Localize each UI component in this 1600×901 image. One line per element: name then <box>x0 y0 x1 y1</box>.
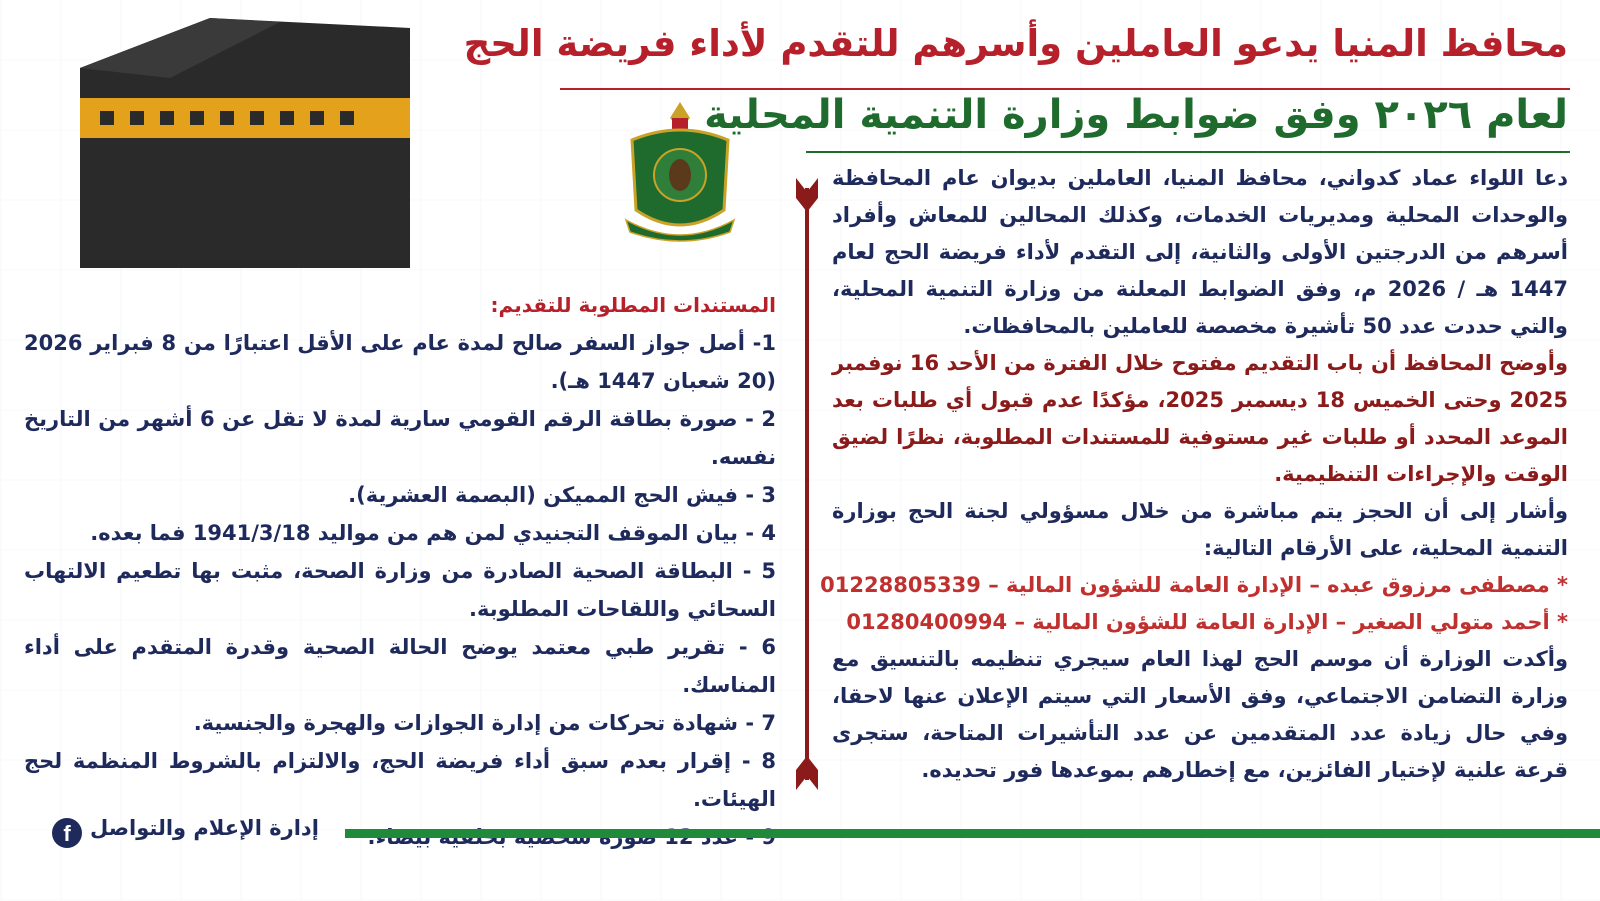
headline-secondary: لعام ٢٠٢٦ وفق ضوابط وزارة التنمية المحلية <box>704 92 1568 138</box>
document-item: 7 - شهادة تحركات من إدارة الجوازات والهجرة والجنسية. <box>193 711 776 735</box>
documents-heading: المستندات المطلوبة للتقديم: <box>490 293 776 317</box>
documents-section <box>24 286 776 856</box>
article-paragraph-lottery: وأكدت الوزارة أن موسم الحج لهذا العام سيجري تنظيمه بالتنسيق مع وزارة التضامن الاجتماعي، وفق الأسعار التي سيتم الإعلان عنها لاحقا، وفي حال زيادة عدد المتقدمين عن عدد التأشيرات المتاحة، ستجرى قرعة علنية لإختيار الفائزين، مع إخطارهم بموعدها فور تحديده. <box>832 647 1568 782</box>
headline-primary: محافظ المنيا يدعو العاملين وأسرهم للتقدم لأداء فريضة الحج <box>463 22 1568 65</box>
contact-line: * أحمد متولي الصغير – الإدارة العامة للشؤون المالية – 01280400994 <box>846 610 1568 634</box>
footer-rule <box>345 829 1600 838</box>
nefertiti-icon <box>669 159 691 191</box>
column-divider <box>796 178 818 790</box>
article-body <box>820 160 1569 789</box>
article-paragraph-deadline: وأوضح المحافظ أن باب التقديم مفتوح خلال الفترة من الأحد 16 نوفمبر 2025 وحتى الخميس 18 ديسمبر 2025، مؤكدًا عدم قبول أي طلبات بعد الموعد المحدد أو طلبات غير مستوفية للمستندات المطلوبة، نظرًا لضيق الوقت والإجراءات التنظيمية. <box>832 351 1569 486</box>
document-item: 6 - تقرير طبي معتمد يوضح الحالة الصحية وقدرة المتقدم على أداء المناسك. <box>24 635 776 697</box>
contact-line: * مصطفى مرزوق عبده – الإدارة العامة للشؤون المالية – 01228805339 <box>820 573 1568 597</box>
article-paragraph: دعا اللواء عماد كدواني، محافظ المنيا، العاملين بديوان عام المحافظة والوحدات المحلية ومديريات الخدمات، وكذلك المحالين للمعاش وأفراد أسرهم من الدرجتين الأولى والثانية، إلى التقدم لأداء فريضة الحج لعام 1447 هـ / 2026 م، وفق الضوابط المعلنة من وزارة التنمية المحلية، والتي حددت عدد 50 تأشيرة مخصصة للعاملين بالمحافظات. <box>832 166 1569 338</box>
governorate-emblem <box>620 100 740 250</box>
headline-secondary-divider <box>806 151 1570 153</box>
kaaba-illustration <box>80 18 520 278</box>
document-item: 8 - إقرار بعدم سبق أداء فريضة الحج، والالتزام بالشروط المنظمة لحج الهيئات. <box>24 749 776 811</box>
document-item: 5 - البطاقة الصحية الصادرة من وزارة الصحة، مثبت بها تطعيم الالتهاب السحائي واللقاحات المطلوبة. <box>24 559 776 621</box>
kaaba-band-pattern <box>100 111 354 125</box>
facebook-icon[interactable]: f <box>52 818 82 848</box>
footer-label: إدارة الإعلام والتواصل <box>90 816 319 840</box>
article-paragraph-booking: وأشار إلى أن الحجز يتم مباشرة من خلال مسؤولي لجنة الحج بوزارة التنمية المحلية، على الأرقام التالية: <box>832 499 1568 560</box>
document-item: 4 - بيان الموقف التجنيدي لمن هم من مواليد 1941/3/18 فما بعده. <box>90 521 776 545</box>
kaaba-gold-band <box>80 98 410 138</box>
document-item: 3 - فيش الحج المميكن (البصمة العشرية). <box>348 483 776 507</box>
documents-list <box>24 324 776 856</box>
headline-divider <box>560 88 1570 90</box>
document-item: 1- أصل جواز السفر صالح لمدة عام على الأقل اعتبارًا من 8 فبراير 2026 (20 شعبان 1447 هـ). <box>24 331 777 393</box>
document-item: 2 - صورة بطاقة الرقم القومي سارية لمدة لا تقل عن 6 أشهر من التاريخ نفسه. <box>24 407 776 469</box>
